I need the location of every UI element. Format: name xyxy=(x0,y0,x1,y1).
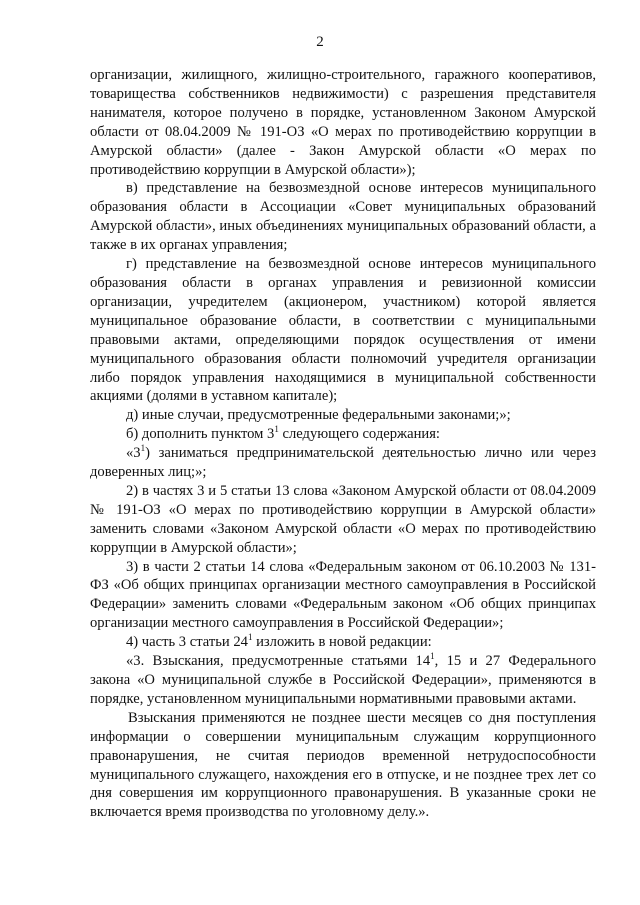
point-4-superscript: 1 xyxy=(247,632,253,643)
item-b-superscript: 1 xyxy=(274,424,279,435)
paragraph-item-3-1 xyxy=(90,444,596,482)
paragraph-continuation: организации, жилищного, жилищно-строительного, гаражного кооперативов, товарищества собственников недвижимости) с разрешения представителя нанимателя, которое получено в порядке, установленном Законом Амурской области от 08.04.2009 № 191-ОЗ «О мерах по противодействию коррупции в Амурской области» (далее - Закон Амурской области «О мерах по противодействию коррупции в Амурской области»); xyxy=(90,67,596,178)
paragraph-item-b xyxy=(90,425,596,444)
item-b-text-end: следующего содержания: xyxy=(278,426,440,443)
point-4-text: 4) часть 3 статьи 24 xyxy=(126,634,248,651)
paragraph-point-3: 3) в части 2 статьи 14 слова «Федеральным законом от 06.10.2003 № 131-ФЗ «Об общих принципах организации местного самоуправления в Российской Федерации» заменить словами «Федеральным законом «Об общих принципах организации местного самоуправления в Российской Федерации»; xyxy=(90,558,596,632)
paragraph-quote-3 xyxy=(90,652,596,709)
item-3-1-open: «3 xyxy=(126,445,141,462)
paragraph-item-g: г) представление на безвозмездной основе интересов муниципального образования области в органах управления и ревизионной комиссии организации, учредителем (акционером, участником) которой является муниципальное образование области, в соответствии с муниципальными правовыми актами, определяющими порядок осуществления от имени муниципального образования области полномочий учредителя организации либо порядок управления находящимися в муниципальной собственности акциями (долями в уставном капитале); xyxy=(90,256,596,405)
paragraph-item-v: в) представление на безвозмездной основе интересов муниципального образования области в Ассоциации «Совет муниципальных образований Амурской области», иных объединениях муниципальных образований области, а также в их органах управления; xyxy=(90,180,596,254)
page-number: 2 xyxy=(316,34,324,50)
quote-3-text: «3. Взыскания, предусмотренные статьями 14 xyxy=(126,653,431,670)
paragraph-penalties: Взыскания применяются не позднее шести месяцев со дня поступления информации о совершении муниципальным служащим коррупционного правонарушения, не считая периодов временной нетрудоспособности муниципального служащего, нахождения его в отпуске, и не позднее трех лет со дня совершения им коррупционного правонарушения. В указанные сроки не включается время производства по уголовному делу.». xyxy=(90,709,596,821)
point-4-text-end: изложить в новой редакции: xyxy=(252,634,432,651)
item-3-1-text: ) заниматься предпринимательской деятельностью лично или через доверенных лиц;»; xyxy=(90,445,596,481)
item-b-text: б) дополнить пунктом 3 xyxy=(126,426,275,443)
paragraph-point-2: 2) в частях 3 и 5 статьи 13 слова «Законом Амурской области от 08.04.2009 № 191-ОЗ «О мерах по противодействию коррупции в Амурской области» заменить словами «Законом Амурской области «О мерах по противодействию коррупции в Амурской области»; xyxy=(90,482,596,556)
paragraph-item-d: д) иные случаи, предусмотренные федеральными законами;»; xyxy=(126,407,511,424)
quote-3-text-end: , 15 и 27 Федерального закона «О муниципальной службе в Российской Федерации», применяются в порядке, установленном муниципальными нормативными правовыми актами. xyxy=(90,653,596,707)
quote-3-superscript: 1 xyxy=(430,651,435,662)
item-3-1-superscript: 1 xyxy=(140,443,146,454)
paragraph-point-4 xyxy=(90,633,596,652)
document-body xyxy=(90,66,596,822)
